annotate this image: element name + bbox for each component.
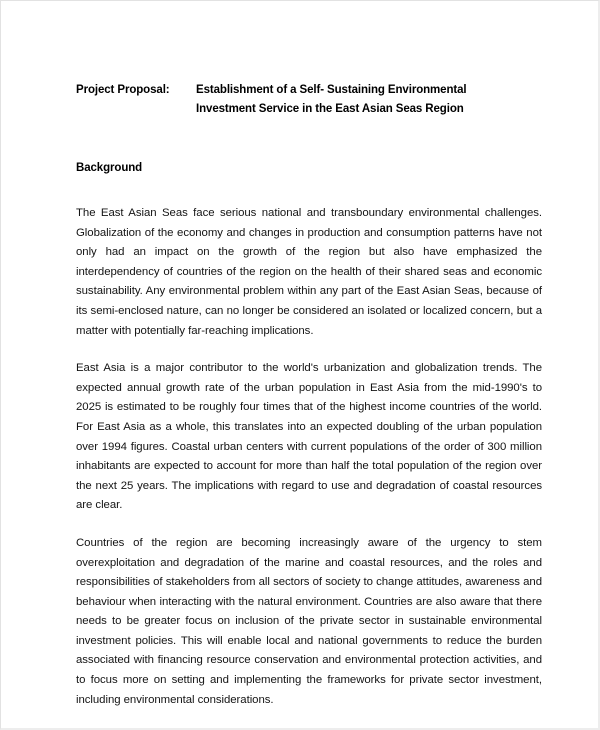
proposal-label: Project Proposal: — [76, 84, 170, 96]
document-title-block — [76, 81, 542, 119]
body-paragraph-1: The East Asian Seas face serious national and transboundary environmental challenges. Globalization of the economy and changes in production and consumption patterns have not only had an impact on the growth of the region but also have emphasized the interdependency of countries of the region on the health of their shared seas and economic sustainability. Any environmental problem within any part of the East Asian Seas, because of its semi-enclosed nature, can no longer be considered an isolated or localized concern, but a matter with potentially far-reaching implications. — [76, 207, 542, 337]
body-paragraph-2: East Asia is a major contributor to the world's urbanization and globalization trends. The expected annual growth rate of the urban population in East Asia from the mid-1990's to 2025 is estimated to be roughly four times that of the highest income countries of the world. For East Asia as a whole, this translates into an expected doubling of the urban population over 1994 figures. Coastal urban centers with current populations of the order of 300 million inhabitants are expected to account for more than half the total population of the region over the next 25 years. The implications with regard to use and degradation of coastal resources are clear. — [76, 362, 542, 512]
title-line-2: Investment Service in the East Asian Seas Region — [196, 103, 464, 115]
section-heading-background: Background — [76, 162, 143, 174]
document-content-area — [76, 1, 542, 710]
page-title — [196, 81, 542, 119]
body-paragraph-3: Countries of the region are becoming increasingly aware of the urgency to stem overexploitation and degradation of the marine and coastal resources, and the roles and responsibilities of stakeholders from all sectors of society to change attitudes, awareness and behaviour when interacting with the natural environment. Countries are also aware that there needs to be greater focus on inclusion of the private sector in sustainable environmental investment policies. This will enable local and national governments to reduce the burden associated with financing resource conservation and environmental protection activities, and to focus more on setting and implementing the frameworks for private sector investment, including environmental considerations. — [76, 536, 542, 706]
title-line-1: Establishment of a Self- Sustaining Environmental — [196, 84, 467, 96]
